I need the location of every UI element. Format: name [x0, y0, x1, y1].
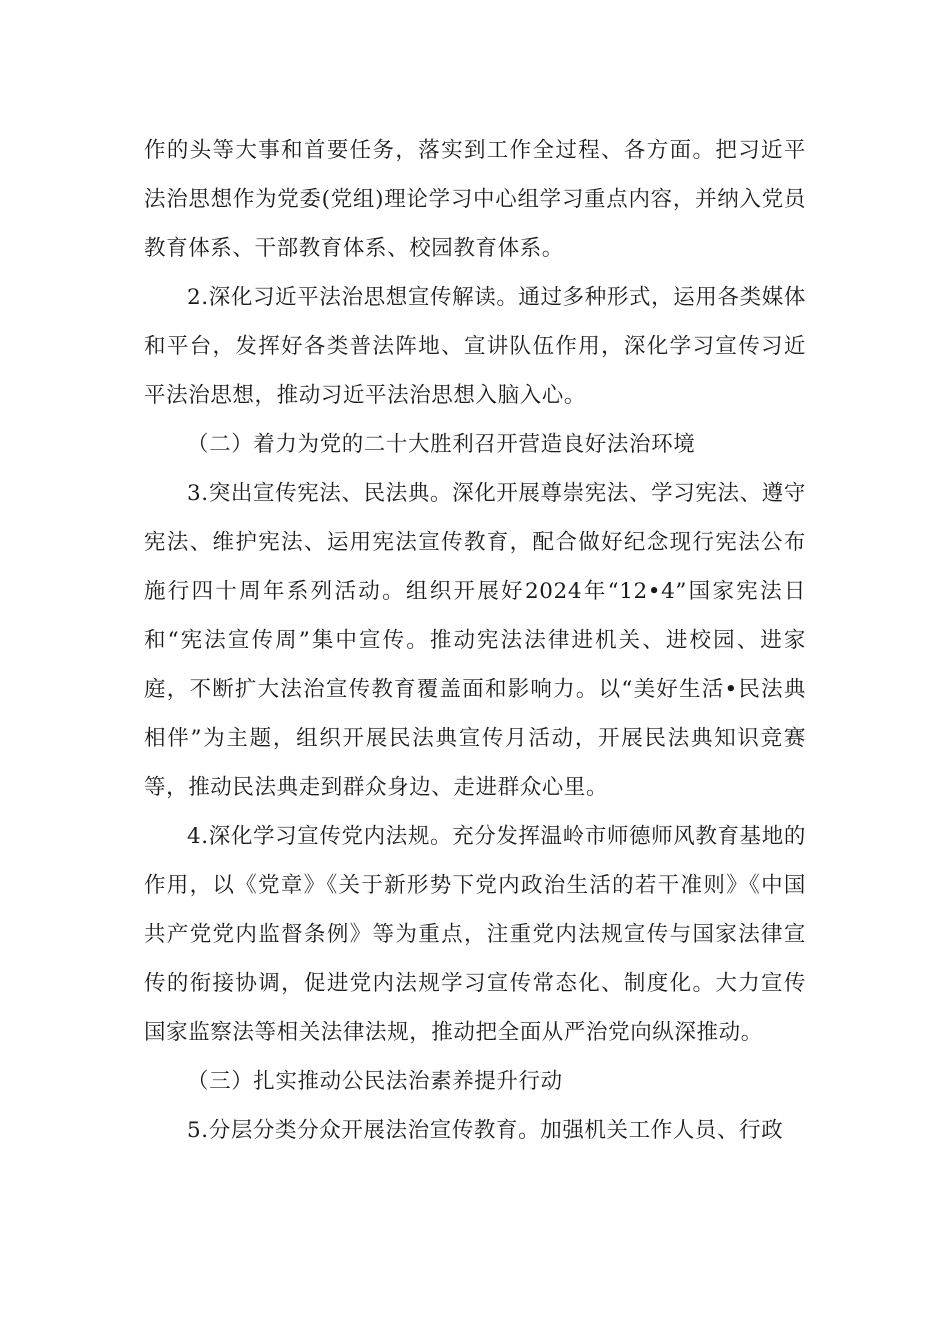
section-heading-2: （二）着力为党的二十大胜利召开营造良好法治环境 — [187, 432, 696, 457]
paragraph-item-2: 2.深化习近平法治思想宣传解读。通过多种形式，运用各类媒体和平台，发挥好各类普法阵地、宣讲队伍作用，深化学习宣传习近平法治思想，推动习近平法治思想入脑入心。 — [144, 285, 806, 408]
paragraph-item-3: 3.突出宣传宪法、民法典。深化开展尊崇宪法、学习宪法、遵守宪法、维护宪法、运用宪法宣传教育，配合做好纪念现行宪法公布施行四十周年系列活动。组织开展好2024年“12•4”国家宪法日和“宪法宣传周”集中宣传。推动宪法法律进机关、进校园、进家庭，不断扩大法治宣传教育覆盖面和影响力。以“美好生活•民法典相伴”为主题，组织开展民法典宣传月活动，开展民法典知识竞赛等，推动民法典走到群众身边、走进群众心里。 — [144, 481, 806, 800]
paragraph-continuation: 作的头等大事和首要任务，落实到工作全过程、各方面。把习近平法治思想作为党委(党组)理论学习中心组学习重点内容，并纳入党员教育体系、干部教育体系、校园教育体系。 — [144, 138, 806, 261]
document-body — [144, 126, 806, 1155]
paragraph-item-5: 5.分层分类分众开展法治宣传教育。加强机关工作人员、行政 — [187, 1118, 784, 1143]
paragraph-item-4: 4.深化学习宣传党内法规。充分发挥温岭市师德师风教育基地的作用，以《党章》《关于新形势下党内政治生活的若干准则》《中国共产党党内监督条例》等为重点，注重党内法规宣传与国家法律宣传的衔接协调，促进党内法规学习宣传常态化、制度化。大力宣传国家监察法等相关法律法规，推动把全面从严治党向纵深推动。 — [144, 824, 806, 1045]
section-heading-3: （三）扎实推动公民法治素养提升行动 — [187, 1069, 563, 1094]
